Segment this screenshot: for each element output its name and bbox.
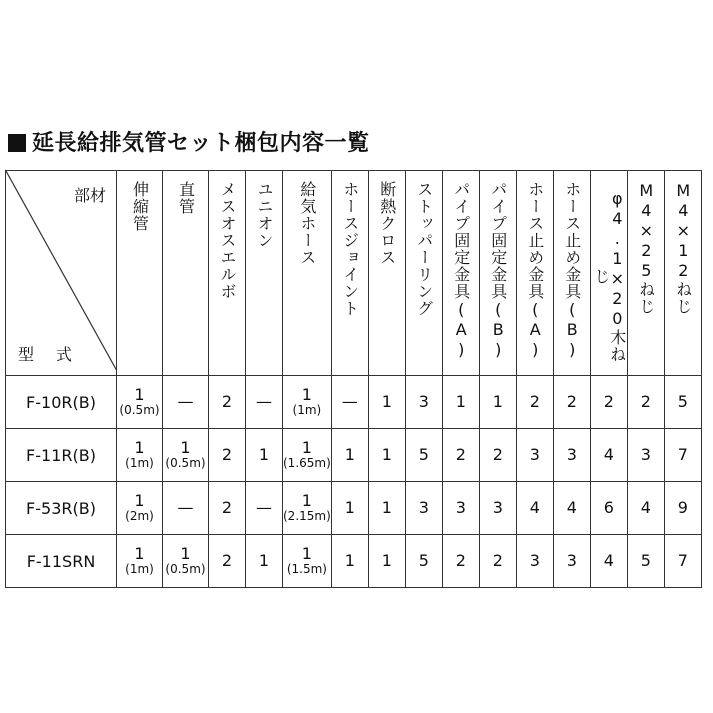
quantity-value: 3 (566, 550, 577, 570)
column-header (479, 171, 516, 376)
corner-header (6, 171, 117, 376)
model-cell: F-11SRN (6, 535, 117, 588)
quantity-value: 2 (566, 391, 577, 411)
quantity-value: 4 (529, 497, 540, 517)
column-header (516, 171, 553, 376)
column-header (117, 171, 163, 376)
quantity-cell (479, 429, 516, 482)
quantity-cell (442, 535, 479, 588)
column-header-label: M4×25ねじ (636, 181, 656, 315)
column-header (209, 171, 246, 376)
quantity-value: 7 (677, 444, 688, 464)
column-header-label: M4×12ねじ (673, 181, 693, 315)
quantity-cell (246, 535, 283, 588)
quantity-value: 5 (677, 391, 688, 411)
quantity-cell (368, 482, 405, 535)
quantity-cell (117, 376, 163, 429)
contents-table (5, 170, 702, 588)
quantity-cell (117, 482, 163, 535)
quantity-cell (209, 376, 246, 429)
quantity-value: 3 (418, 391, 429, 411)
quantity-cell (664, 376, 701, 429)
quantity-value: 2 (492, 550, 503, 570)
quantity-value: 1 (381, 550, 392, 570)
quantity-value: 3 (455, 497, 466, 517)
quantity-value: 1 (301, 544, 312, 563)
header-row (6, 171, 702, 376)
quantity-cell (117, 429, 163, 482)
column-header (368, 171, 405, 376)
quantity-value: 2 (603, 391, 614, 411)
model-cell: F-53R(B) (6, 482, 117, 535)
quantity-cell (516, 482, 553, 535)
quantity-value: 1 (381, 497, 392, 517)
quantity-cell (516, 535, 553, 588)
length-note: (0.5m) (119, 402, 160, 417)
quantity-cell (627, 429, 664, 482)
quantity-value: 2 (221, 550, 233, 570)
column-header (246, 171, 283, 376)
quantity-cell (368, 376, 405, 429)
column-header (283, 171, 332, 376)
quantity-value: 1 (134, 385, 145, 404)
quantity-value: 2 (492, 444, 503, 464)
column-header-label: 直管 (176, 181, 196, 215)
column-header-label: ユニオン (255, 181, 274, 249)
length-note: (1.5m) (286, 561, 327, 576)
quantity-value: — (341, 391, 358, 411)
quantity-value: 4 (603, 550, 614, 570)
quantity-value: 3 (529, 444, 540, 464)
quantity-cell (331, 429, 368, 482)
length-note: (2.15m) (283, 508, 331, 523)
quantity-value: 3 (640, 444, 651, 464)
quantity-cell (368, 535, 405, 588)
quantity-value: — (177, 391, 194, 411)
quantity-value: — (256, 391, 272, 411)
column-header-label: ホース止め金具(A) (525, 181, 545, 360)
quantity-value: 1 (381, 391, 392, 411)
quantity-value: 1 (134, 544, 145, 563)
column-header-label: 給気ホース (297, 181, 317, 266)
quantity-cell (209, 429, 246, 482)
quantity-cell (627, 482, 664, 535)
table-row (6, 429, 702, 482)
quantity-value: 1 (301, 491, 312, 510)
column-header-label: ホース止め金具(B) (562, 181, 582, 360)
corner-model-label: 型式 (18, 345, 95, 364)
quantity-value: 7 (677, 550, 688, 570)
length-note: (0.5m) (165, 455, 206, 470)
title-text: 延長給排気管セット梱包内容一覧 (32, 131, 370, 156)
quantity-cell (516, 429, 553, 482)
quantity-value: 1 (344, 497, 355, 517)
quantity-cell (590, 429, 627, 482)
quantity-cell (479, 482, 516, 535)
length-note: (1.65m) (283, 455, 331, 470)
quantity-cell (627, 535, 664, 588)
quantity-value: 1 (134, 491, 145, 510)
quantity-cell (283, 535, 332, 588)
quantity-value: 4 (566, 497, 577, 517)
quantity-cell (590, 482, 627, 535)
quantity-value: 1 (344, 550, 355, 570)
quantity-cell (553, 535, 590, 588)
quantity-value: 2 (455, 444, 466, 464)
quantity-cell (246, 376, 283, 429)
quantity-value: 1 (180, 438, 191, 457)
quantity-value: 4 (603, 444, 614, 464)
quantity-cell (283, 376, 332, 429)
table-row (6, 535, 702, 588)
quantity-value: 5 (418, 550, 429, 570)
page-title (8, 126, 370, 157)
quantity-value: 1 (455, 391, 466, 411)
square-bullet-icon (8, 134, 26, 152)
column-header-label: パイプ固定金具(B) (488, 181, 508, 360)
quantity-cell (163, 535, 209, 588)
quantity-cell (163, 482, 209, 535)
quantity-value: 6 (603, 497, 614, 517)
quantity-value: 1 (258, 550, 270, 570)
column-header (590, 171, 627, 376)
quantity-cell (664, 535, 701, 588)
quantity-cell (246, 429, 283, 482)
column-header-label: 断熱クロス (377, 181, 397, 266)
quantity-cell (368, 429, 405, 482)
column-header-label: ストッパーリング (414, 181, 434, 317)
model-cell: F-11R(B) (6, 429, 117, 482)
quantity-value: 5 (418, 444, 429, 464)
quantity-value: 1 (301, 438, 312, 457)
length-note: (1m) (292, 402, 322, 417)
model-cell: F-10R(B) (6, 376, 117, 429)
quantity-cell (331, 376, 368, 429)
quantity-value: 2 (529, 391, 540, 411)
column-header (442, 171, 479, 376)
column-header-label: メスオスエルボ (218, 181, 237, 300)
column-header (163, 171, 209, 376)
length-note: (1m) (125, 455, 154, 470)
quantity-cell (117, 535, 163, 588)
quantity-cell (283, 429, 332, 482)
quantity-value: — (177, 497, 194, 517)
length-note: (0.5m) (165, 561, 206, 576)
quantity-value: 1 (492, 391, 503, 411)
corner-parts-label: 部材 (73, 186, 106, 205)
quantity-cell (405, 482, 442, 535)
quantity-value: 3 (418, 497, 429, 517)
quantity-cell (590, 535, 627, 588)
quantity-value: 2 (640, 391, 651, 411)
quantity-cell (627, 376, 664, 429)
quantity-cell (516, 376, 553, 429)
quantity-value: 2 (455, 550, 466, 570)
quantity-cell (331, 535, 368, 588)
quantity-value: 2 (221, 444, 233, 464)
quantity-cell (442, 482, 479, 535)
column-header (664, 171, 701, 376)
quantity-cell (209, 482, 246, 535)
quantity-value: 3 (566, 444, 577, 464)
quantity-value: 1 (180, 544, 191, 563)
column-header (331, 171, 368, 376)
quantity-cell (553, 376, 590, 429)
quantity-value: 1 (381, 444, 392, 464)
quantity-cell (331, 482, 368, 535)
quantity-cell (405, 535, 442, 588)
quantity-value: 1 (258, 444, 270, 464)
table-row (6, 376, 702, 429)
column-header (627, 171, 664, 376)
table-row (6, 482, 702, 535)
quantity-cell (590, 376, 627, 429)
quantity-cell (405, 376, 442, 429)
column-header-label: ホースジョイント (340, 181, 360, 317)
quantity-value: 2 (221, 497, 233, 517)
quantity-cell (442, 376, 479, 429)
quantity-cell (664, 482, 701, 535)
quantity-value: 5 (640, 550, 651, 570)
quantity-value: 3 (529, 550, 540, 570)
quantity-cell (479, 376, 516, 429)
quantity-cell (163, 376, 209, 429)
quantity-cell (442, 429, 479, 482)
quantity-cell (479, 535, 516, 588)
quantity-cell (664, 429, 701, 482)
quantity-value: 4 (640, 497, 651, 517)
quantity-value: — (256, 497, 272, 517)
quantity-value: 9 (677, 497, 688, 517)
quantity-cell (405, 429, 442, 482)
column-header-label: パイプ固定金具(A) (451, 181, 471, 360)
quantity-cell (246, 482, 283, 535)
length-note: (2m) (125, 508, 154, 523)
quantity-cell (553, 482, 590, 535)
quantity-value: 1 (344, 444, 355, 464)
quantity-value: 3 (492, 497, 503, 517)
column-header (553, 171, 590, 376)
quantity-value: 1 (134, 438, 145, 457)
quantity-value: 1 (301, 385, 312, 404)
quantity-cell (283, 482, 332, 535)
length-note: (1m) (125, 561, 154, 576)
quantity-cell (163, 429, 209, 482)
column-header (405, 171, 442, 376)
quantity-cell (209, 535, 246, 588)
quantity-cell (553, 429, 590, 482)
column-header-label: φ4.1×20木ねじ (591, 189, 627, 363)
quantity-value: 2 (221, 391, 233, 411)
column-header-label: 伸縮管 (130, 181, 150, 232)
